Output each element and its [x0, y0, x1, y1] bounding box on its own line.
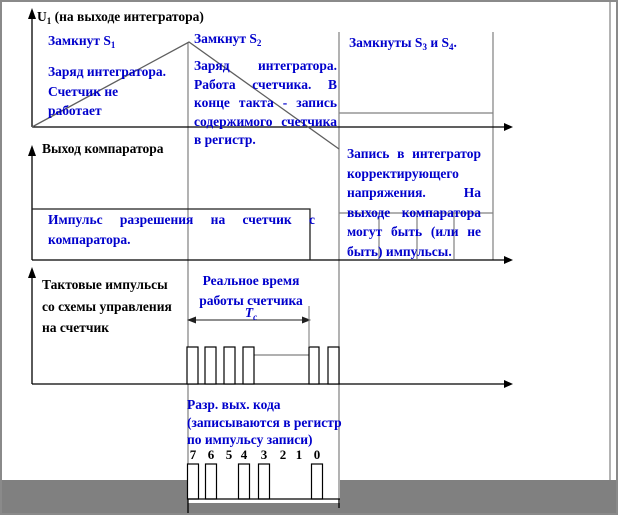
- bit-label: 6: [207, 447, 215, 462]
- code-bit-pulse: [259, 464, 270, 499]
- bit-label: 2: [279, 447, 287, 462]
- clock-pulse: [224, 347, 235, 384]
- bit-label: 4: [240, 447, 248, 462]
- bit-label: 1: [295, 447, 303, 462]
- clock-pulse: [309, 347, 319, 384]
- clock-pulses-label: Тактовые импульсы со схемы управления на счетчик: [42, 277, 172, 335]
- phase-s2-title: Замкнут $S_2$: [194, 31, 262, 48]
- bit-label: 0: [313, 447, 321, 462]
- comparator-time-arrowhead: [504, 256, 513, 264]
- u1-label-symbol: U: [37, 9, 47, 24]
- clock-pulse: [205, 347, 216, 384]
- u1-axis-arrowhead: [28, 8, 36, 19]
- tc-symbol: $T_с$: [244, 305, 258, 322]
- code-bit-pulse: [188, 464, 199, 499]
- phase-s2-description: Заряд интегратора. Работа счетчика. В конце такта - запись содержимого счетчика в регистр.: [194, 58, 337, 147]
- u1-axis-label: [37, 7, 204, 31]
- phase-s1-description: Заряд интегратора. Счетчик не работает: [48, 64, 166, 118]
- clock-time-arrowhead: [504, 380, 513, 388]
- clock-axis-arrowhead: [28, 267, 36, 278]
- comparator-axis-label: Выход компаратора: [42, 141, 164, 156]
- u1-label-rest: (на выходе интегратора): [51, 9, 204, 24]
- record-correction-text: Запись в интегратор корректирующего напряжения. На выходе компаратора могут быть (или не быть) импульсы.: [347, 146, 481, 259]
- bit-label: 7: [189, 447, 197, 462]
- phase-s34-title: Замкнуты $S_3$ и $S_4$.: [349, 35, 457, 52]
- clock-pulse-train: [187, 347, 339, 384]
- bit-label: 5: [225, 447, 233, 462]
- code-bit-pulse: [206, 464, 217, 499]
- real-time-label: Реальное время работы счетчика: [199, 273, 303, 308]
- code-bit-pulse: [312, 464, 323, 499]
- u1-label-subscript: 1: [46, 16, 52, 26]
- comparator-axis-arrowhead: [28, 145, 36, 156]
- code-bits-caption: Разр. вых. кода (записываются в регистр по импульсу записи): [187, 397, 342, 447]
- phase-s1-title: Замкнут $S_1$: [48, 33, 116, 50]
- clock-pulse: [328, 347, 339, 384]
- code-bit-pulse: [239, 464, 250, 499]
- clock-pulse: [243, 347, 254, 384]
- bit-label: 3: [260, 447, 268, 462]
- bit-number-row: [2, 447, 618, 463]
- clock-pulse: [187, 347, 198, 384]
- u1-time-arrowhead: [504, 123, 513, 131]
- enable-pulse-text: Импульс разрешения на счетчик с компаратора.: [48, 212, 315, 247]
